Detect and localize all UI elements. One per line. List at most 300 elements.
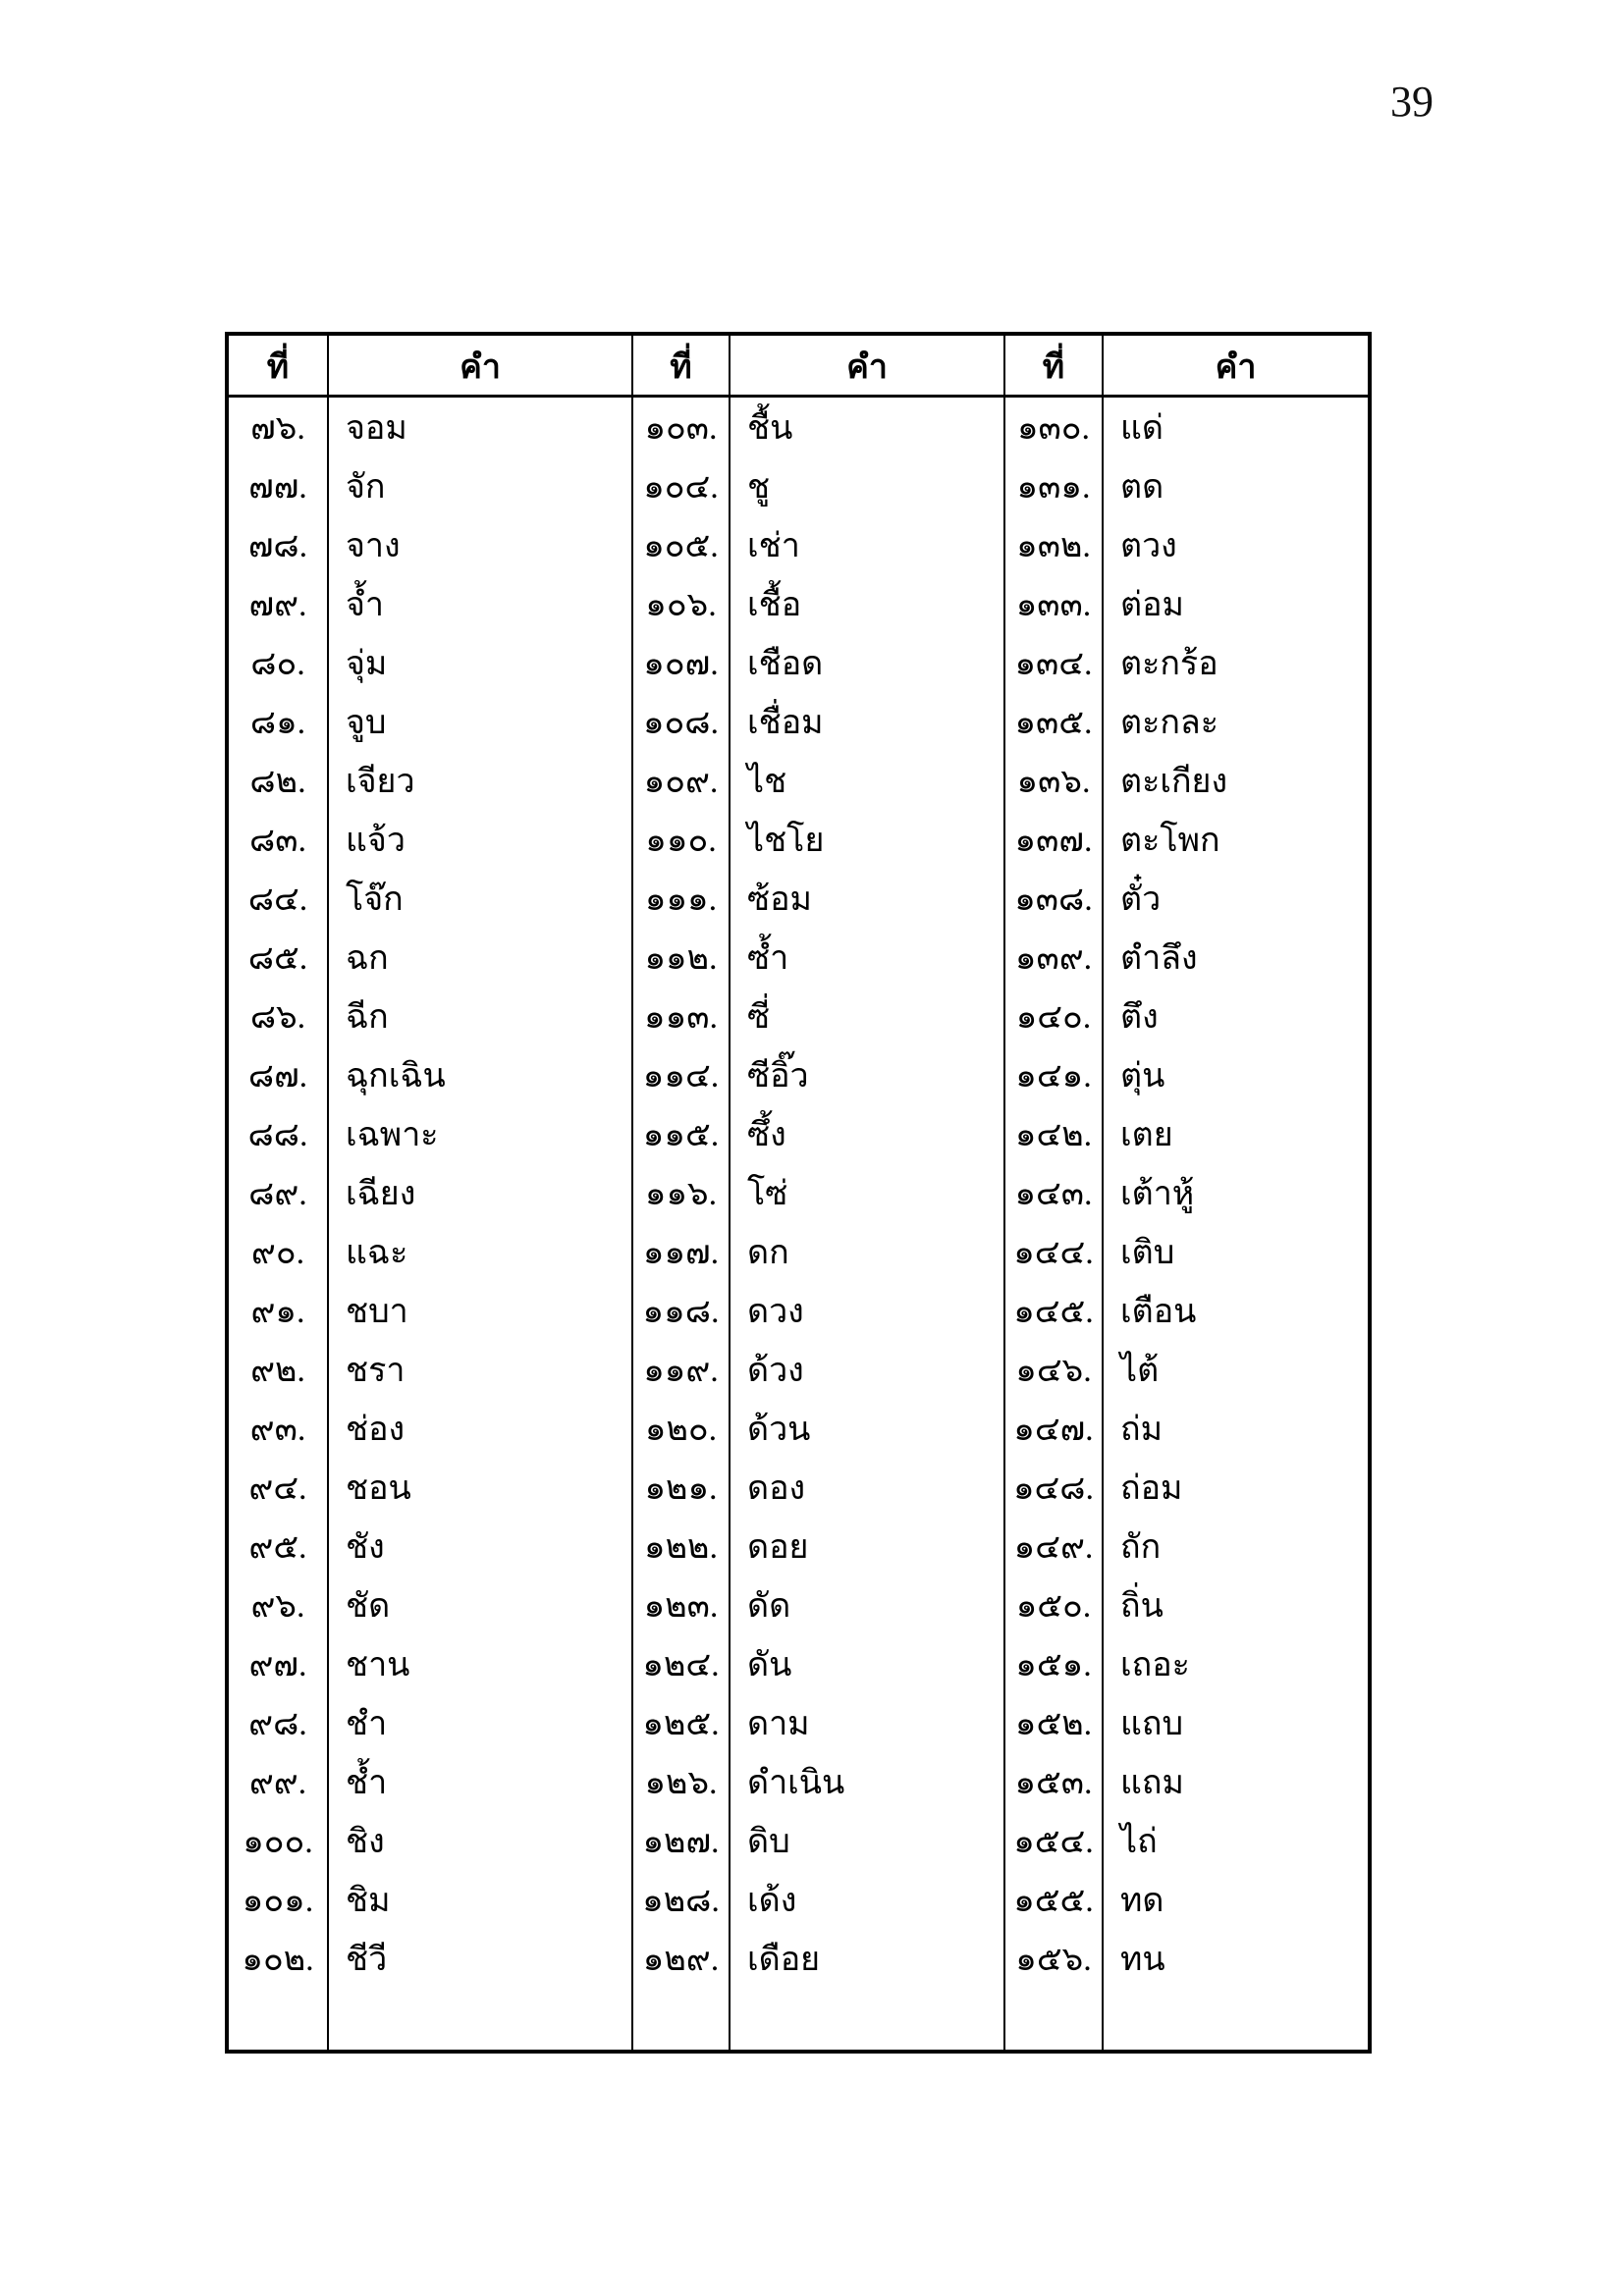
table-row bbox=[229, 517, 327, 576]
table-row bbox=[1104, 1636, 1368, 1695]
row-number: ๘๔. bbox=[247, 881, 308, 918]
table-row bbox=[731, 400, 1003, 458]
row-word: ถัก bbox=[1120, 1529, 1162, 1566]
table-row bbox=[731, 871, 1003, 930]
table-row bbox=[229, 1283, 327, 1342]
table-row bbox=[1104, 1401, 1368, 1460]
row-number: ๑๔๔. bbox=[1013, 1235, 1094, 1271]
table-row bbox=[1104, 458, 1368, 517]
number-column-1 bbox=[229, 398, 327, 2050]
row-word: ตะกละ bbox=[1120, 705, 1219, 741]
row-number: ๑๐๘. bbox=[642, 705, 720, 741]
row-number: ๗๖. bbox=[250, 410, 305, 447]
row-number: ๘๐. bbox=[250, 646, 305, 682]
table-row bbox=[1104, 576, 1368, 635]
row-number: ๑๓๖. bbox=[1016, 764, 1091, 800]
table-row bbox=[731, 812, 1003, 871]
row-number: ๙๑. bbox=[250, 1294, 305, 1330]
row-word: ตะโพก bbox=[1120, 823, 1220, 859]
table-row bbox=[229, 1106, 327, 1165]
row-word: ไช bbox=[747, 764, 787, 800]
table-row bbox=[229, 1931, 327, 1990]
table-row bbox=[1005, 1695, 1102, 1754]
table-row bbox=[731, 1342, 1003, 1401]
row-number: ๑๒๕. bbox=[642, 1706, 720, 1742]
row-word: เถอะ bbox=[1120, 1647, 1190, 1683]
number-column-3 bbox=[1003, 398, 1102, 2050]
row-word: เช่า bbox=[747, 528, 800, 564]
header-word-2: คำ bbox=[729, 336, 1003, 398]
row-number: ๑๒๗. bbox=[642, 1824, 720, 1860]
table-row bbox=[633, 635, 729, 694]
table-row bbox=[1005, 576, 1102, 635]
table-row bbox=[731, 1224, 1003, 1283]
row-number: ๘๓. bbox=[249, 823, 306, 859]
row-number: ๑๓๐. bbox=[1016, 410, 1091, 447]
table-row bbox=[329, 576, 631, 635]
row-number: ๙๘. bbox=[248, 1706, 307, 1742]
table-row bbox=[229, 1342, 327, 1401]
row-number: ๑๓๘. bbox=[1014, 881, 1093, 918]
table-row bbox=[633, 1931, 729, 1990]
row-word: ฉุกเฉิน bbox=[346, 1058, 446, 1095]
table-row bbox=[633, 1224, 729, 1283]
row-number: ๗๗. bbox=[248, 469, 307, 506]
table-row bbox=[1005, 930, 1102, 988]
table-row bbox=[1104, 930, 1368, 988]
table-row bbox=[329, 1106, 631, 1165]
table-row bbox=[633, 400, 729, 458]
table-row bbox=[731, 1283, 1003, 1342]
row-word: ดาม bbox=[747, 1706, 810, 1742]
table-row bbox=[1104, 1047, 1368, 1106]
row-number: ๑๒๔. bbox=[642, 1647, 720, 1683]
table-row bbox=[1104, 1577, 1368, 1636]
row-number: ๑๑๕. bbox=[642, 1117, 720, 1153]
row-number: ๑๑๖. bbox=[644, 1176, 718, 1212]
row-number: ๑๕๓. bbox=[1014, 1765, 1093, 1801]
row-word: ไต้ bbox=[1120, 1353, 1160, 1389]
table-row bbox=[229, 1047, 327, 1106]
table-row bbox=[633, 1165, 729, 1224]
row-number: ๑๓๗. bbox=[1014, 823, 1093, 859]
table-row bbox=[1005, 1401, 1102, 1460]
table-row bbox=[633, 1047, 729, 1106]
row-word: ตำลึง bbox=[1120, 940, 1198, 977]
row-word: จูบ bbox=[346, 705, 387, 741]
table-row bbox=[633, 1813, 729, 1872]
header-no-1: ที่ bbox=[229, 336, 327, 398]
row-number: ๙๔. bbox=[248, 1470, 307, 1507]
row-number: ๑๔๓. bbox=[1014, 1176, 1093, 1212]
row-number: ๑๐๐. bbox=[243, 1824, 313, 1860]
table-row bbox=[633, 458, 729, 517]
row-word: ซึ้ง bbox=[747, 1117, 786, 1153]
table-row bbox=[1005, 1106, 1102, 1165]
table-row bbox=[329, 1754, 631, 1813]
row-word: เตือน bbox=[1120, 1294, 1197, 1330]
table-row bbox=[731, 930, 1003, 988]
row-number: ๑๒๘. bbox=[642, 1883, 720, 1919]
row-number: ๑๐๗. bbox=[643, 646, 719, 682]
row-word: จุ่ม bbox=[346, 646, 388, 682]
row-word: ชาน bbox=[346, 1647, 410, 1683]
table-row bbox=[329, 812, 631, 871]
row-word: เชื่อม bbox=[747, 705, 824, 741]
table-row bbox=[633, 1636, 729, 1695]
table-row bbox=[1005, 694, 1102, 753]
row-word: ชัง bbox=[346, 1529, 385, 1566]
table-row bbox=[633, 1577, 729, 1636]
row-word: ชิม bbox=[346, 1883, 391, 1919]
table-row bbox=[229, 1813, 327, 1872]
row-word: ชีวี bbox=[346, 1942, 388, 1978]
table-row bbox=[731, 1636, 1003, 1695]
row-word: ตั๋ว bbox=[1120, 881, 1162, 918]
row-number: ๑๕๔. bbox=[1013, 1824, 1094, 1860]
table-row bbox=[1104, 1813, 1368, 1872]
table-row bbox=[633, 1283, 729, 1342]
row-word: เต้าหู้ bbox=[1120, 1176, 1195, 1212]
table-row bbox=[329, 871, 631, 930]
row-number: ๑๐๓. bbox=[644, 410, 718, 447]
table-row bbox=[229, 1872, 327, 1931]
row-word: ช้ำ bbox=[346, 1765, 388, 1801]
table-row bbox=[1104, 1106, 1368, 1165]
table-row bbox=[1005, 1519, 1102, 1577]
table-row bbox=[229, 694, 327, 753]
table-row bbox=[329, 1165, 631, 1224]
row-word: ชำ bbox=[346, 1706, 388, 1742]
table-row bbox=[1005, 1636, 1102, 1695]
row-word: เชื้อ bbox=[747, 587, 802, 623]
word-column-3 bbox=[1102, 398, 1368, 2050]
row-word: ดอง bbox=[747, 1470, 806, 1507]
row-word: ชู bbox=[747, 469, 771, 506]
table-row bbox=[731, 1460, 1003, 1519]
row-number: ๑๑๒. bbox=[644, 940, 718, 977]
row-word: ตวง bbox=[1120, 528, 1177, 564]
row-number: ๑๐๖. bbox=[645, 587, 717, 623]
table-row bbox=[229, 576, 327, 635]
table-row bbox=[329, 1342, 631, 1401]
table-row bbox=[1104, 1519, 1368, 1577]
table-row bbox=[1104, 1754, 1368, 1813]
row-word: ดวง bbox=[747, 1294, 804, 1330]
page-number: 39 bbox=[1390, 78, 1434, 126]
table-row bbox=[1104, 1872, 1368, 1931]
table-row bbox=[329, 1695, 631, 1754]
row-word: ชัด bbox=[346, 1588, 391, 1625]
table-row bbox=[1005, 1165, 1102, 1224]
row-number: ๑๑๙. bbox=[643, 1353, 719, 1389]
row-number: ๗๘. bbox=[247, 528, 308, 564]
table-row bbox=[329, 930, 631, 988]
row-number: ๑๑๓. bbox=[644, 999, 718, 1036]
table-row bbox=[731, 1401, 1003, 1460]
row-number: ๑๕๒. bbox=[1014, 1706, 1093, 1742]
table-row bbox=[1104, 1695, 1368, 1754]
row-word: ดอย bbox=[747, 1529, 809, 1566]
row-number: ๑๔๑. bbox=[1015, 1058, 1092, 1095]
table-row bbox=[329, 753, 631, 812]
table-row bbox=[731, 1754, 1003, 1813]
table-row bbox=[229, 1754, 327, 1813]
table-row bbox=[229, 1519, 327, 1577]
row-number: ๑๒๐. bbox=[644, 1412, 718, 1448]
table-row bbox=[229, 400, 327, 458]
word-column-1 bbox=[327, 398, 631, 2050]
table-row bbox=[229, 1695, 327, 1754]
row-number: ๑๒๑. bbox=[644, 1470, 718, 1507]
table-row bbox=[731, 753, 1003, 812]
header-word-1: คำ bbox=[327, 336, 631, 398]
row-word: ดก bbox=[747, 1235, 789, 1271]
row-word: ไชโย bbox=[747, 823, 825, 859]
table-row bbox=[229, 1224, 327, 1283]
row-word: ฉก bbox=[346, 940, 389, 977]
table-row bbox=[229, 635, 327, 694]
table-row bbox=[731, 1106, 1003, 1165]
row-number: ๑๔๕. bbox=[1013, 1294, 1094, 1330]
table-row bbox=[633, 988, 729, 1047]
table-row bbox=[731, 635, 1003, 694]
table-row bbox=[229, 871, 327, 930]
row-word: แฉะ bbox=[346, 1235, 408, 1271]
table-row bbox=[1104, 1342, 1368, 1401]
table-row bbox=[1104, 1165, 1368, 1224]
row-number: ๑๓๓. bbox=[1015, 587, 1092, 623]
table-row bbox=[633, 1754, 729, 1813]
row-number: ๑๔๗. bbox=[1013, 1412, 1094, 1448]
row-word: ซีอิ๊ว bbox=[747, 1058, 809, 1095]
row-word: ชอน bbox=[346, 1470, 411, 1507]
row-number: ๑๕๑. bbox=[1015, 1647, 1092, 1683]
row-number: ๑๒๖. bbox=[644, 1765, 718, 1801]
row-number: ๙๙. bbox=[248, 1765, 307, 1801]
table-row bbox=[633, 576, 729, 635]
row-number: ๑๔๖. bbox=[1015, 1353, 1092, 1389]
row-word: จอม bbox=[346, 410, 407, 447]
row-word: เดือย bbox=[747, 1942, 821, 1978]
table-row bbox=[633, 517, 729, 576]
row-number: ๘๒. bbox=[249, 764, 306, 800]
row-number: ๑๔๒. bbox=[1014, 1117, 1093, 1153]
table-row bbox=[1005, 1283, 1102, 1342]
row-word: ซ้ำ bbox=[747, 940, 789, 977]
table-row bbox=[329, 1401, 631, 1460]
row-number: ๘๗. bbox=[247, 1058, 308, 1095]
row-number: ๑๑๐. bbox=[645, 823, 717, 859]
row-number: ๑๑๑. bbox=[644, 881, 718, 918]
table-row bbox=[1005, 1577, 1102, 1636]
row-number: ๘๕. bbox=[247, 940, 308, 977]
table-row bbox=[329, 1519, 631, 1577]
row-word: ซี่ bbox=[747, 999, 771, 1036]
row-word: จาง bbox=[346, 528, 401, 564]
row-word: ตะกร้อ bbox=[1120, 646, 1218, 682]
row-number: ๑๓๑. bbox=[1016, 469, 1091, 506]
row-word: ตุ่น bbox=[1120, 1058, 1165, 1095]
table-row bbox=[329, 1872, 631, 1931]
row-word: แจ้ว bbox=[346, 823, 406, 859]
row-number: ๑๐๔. bbox=[643, 469, 719, 506]
table-row bbox=[229, 1165, 327, 1224]
header-word-3: คำ bbox=[1102, 336, 1368, 398]
row-word: ดิบ bbox=[747, 1824, 790, 1860]
table-row bbox=[633, 694, 729, 753]
row-number: ๘๖. bbox=[249, 999, 306, 1036]
table-row bbox=[633, 1342, 729, 1401]
row-word: แด่ bbox=[1120, 410, 1164, 447]
table-row bbox=[229, 458, 327, 517]
table-row bbox=[633, 812, 729, 871]
table-row bbox=[1104, 517, 1368, 576]
row-word: ถิ่น bbox=[1120, 1588, 1164, 1625]
table-row bbox=[633, 871, 729, 930]
table-row bbox=[731, 1519, 1003, 1577]
row-number: ๘๙. bbox=[248, 1176, 307, 1212]
table-row bbox=[229, 753, 327, 812]
row-word: เฉพาะ bbox=[346, 1117, 439, 1153]
row-word: ทด bbox=[1120, 1883, 1164, 1919]
row-word: เจียว bbox=[346, 764, 415, 800]
row-number: ๑๕๐. bbox=[1015, 1588, 1092, 1625]
row-number: ๑๒๙. bbox=[642, 1942, 720, 1978]
row-number: ๑๐๙. bbox=[643, 764, 719, 800]
table-row bbox=[1005, 635, 1102, 694]
table-row bbox=[633, 1695, 729, 1754]
table-row bbox=[329, 1577, 631, 1636]
row-number: ๙๓. bbox=[249, 1412, 306, 1448]
row-word: โจ๊ก bbox=[346, 881, 404, 918]
table-row bbox=[731, 576, 1003, 635]
row-word: เด้ง bbox=[747, 1883, 797, 1919]
number-column-2 bbox=[631, 398, 729, 2050]
table-row bbox=[731, 1165, 1003, 1224]
row-word: ไถ่ bbox=[1120, 1824, 1158, 1860]
row-number: ๑๔๐. bbox=[1015, 999, 1092, 1036]
table-row bbox=[731, 694, 1003, 753]
row-number: ๙๕. bbox=[248, 1529, 307, 1566]
row-number: ๑๐๑. bbox=[242, 1883, 314, 1919]
table-row bbox=[731, 1813, 1003, 1872]
row-word: จัก bbox=[346, 469, 386, 506]
table-row bbox=[229, 930, 327, 988]
table-row bbox=[329, 635, 631, 694]
table-row bbox=[633, 1401, 729, 1460]
row-word: จ้ำ bbox=[346, 587, 385, 623]
table-row bbox=[329, 1636, 631, 1695]
row-word: ด้วง bbox=[747, 1353, 804, 1389]
table-row bbox=[229, 1401, 327, 1460]
table-row bbox=[329, 1283, 631, 1342]
row-number: ๑๑๘. bbox=[642, 1294, 720, 1330]
row-number: ๗๙. bbox=[248, 587, 307, 623]
row-word: ชบา bbox=[346, 1294, 408, 1330]
table-row bbox=[329, 1224, 631, 1283]
word-list-table bbox=[225, 332, 1372, 2054]
table-row bbox=[329, 694, 631, 753]
table-row bbox=[1104, 753, 1368, 812]
row-word: ดำเนิน bbox=[747, 1765, 845, 1801]
table-row bbox=[1005, 1460, 1102, 1519]
table-row bbox=[329, 1931, 631, 1990]
row-word: ชรา bbox=[346, 1353, 406, 1389]
table-row bbox=[329, 988, 631, 1047]
table-row bbox=[1104, 1460, 1368, 1519]
table-row bbox=[1005, 988, 1102, 1047]
row-word: เตย bbox=[1120, 1117, 1173, 1153]
row-word: แถบ bbox=[1120, 1706, 1184, 1742]
table-row bbox=[1005, 1813, 1102, 1872]
row-number: ๑๓๒. bbox=[1016, 528, 1091, 564]
header-no-2: ที่ bbox=[631, 336, 729, 398]
row-word: ตึง bbox=[1120, 999, 1159, 1036]
table-row bbox=[229, 812, 327, 871]
row-number: ๙๖. bbox=[250, 1588, 305, 1625]
table-row bbox=[1005, 400, 1102, 458]
table-row bbox=[1005, 1872, 1102, 1931]
table-row bbox=[1104, 871, 1368, 930]
row-number: ๑๐๒. bbox=[242, 1942, 314, 1978]
row-word: ดัน bbox=[747, 1647, 792, 1683]
row-word: เติบ bbox=[1120, 1235, 1175, 1271]
row-number: ๑๐๕. bbox=[643, 528, 719, 564]
table-row bbox=[1005, 1342, 1102, 1401]
table-row bbox=[633, 1519, 729, 1577]
table-row bbox=[731, 1577, 1003, 1636]
row-number: ๑๕๕. bbox=[1013, 1883, 1094, 1919]
table-row bbox=[1104, 988, 1368, 1047]
table-row bbox=[329, 1460, 631, 1519]
row-word: ช่อง bbox=[346, 1412, 406, 1448]
table-row bbox=[229, 1460, 327, 1519]
row-word: เชือด bbox=[747, 646, 824, 682]
row-number: ๑๓๕. bbox=[1014, 705, 1093, 741]
table-row bbox=[633, 1872, 729, 1931]
table-row bbox=[1005, 1931, 1102, 1990]
row-word: ดัด bbox=[747, 1588, 791, 1625]
row-word: ตด bbox=[1120, 469, 1164, 506]
table-row bbox=[329, 458, 631, 517]
row-number: ๑๑๔. bbox=[642, 1058, 720, 1095]
row-word: ชื้น bbox=[747, 410, 793, 447]
table-row bbox=[731, 517, 1003, 576]
table-row bbox=[1104, 400, 1368, 458]
row-number: ๑๕๖. bbox=[1015, 1942, 1092, 1978]
row-number: ๘๘. bbox=[247, 1117, 308, 1153]
row-word: ซ้อม bbox=[747, 881, 812, 918]
row-word: เฉียง bbox=[346, 1176, 416, 1212]
row-number: ๙๐. bbox=[250, 1235, 305, 1271]
row-word: ชิง bbox=[346, 1824, 385, 1860]
table-row bbox=[1104, 1224, 1368, 1283]
table-row bbox=[633, 930, 729, 988]
row-number: ๑๓๙. bbox=[1014, 940, 1093, 977]
table-row bbox=[633, 753, 729, 812]
row-word: ด้วน bbox=[747, 1412, 811, 1448]
row-word: ถ่ม bbox=[1120, 1412, 1163, 1448]
table-row bbox=[731, 1047, 1003, 1106]
table-row bbox=[1005, 458, 1102, 517]
table-row bbox=[731, 1931, 1003, 1990]
row-number: ๑๔๘. bbox=[1012, 1470, 1095, 1507]
table-row bbox=[731, 1695, 1003, 1754]
row-number: ๙๒. bbox=[250, 1353, 305, 1389]
table-row bbox=[1005, 1047, 1102, 1106]
row-word: ทน bbox=[1120, 1942, 1165, 1978]
